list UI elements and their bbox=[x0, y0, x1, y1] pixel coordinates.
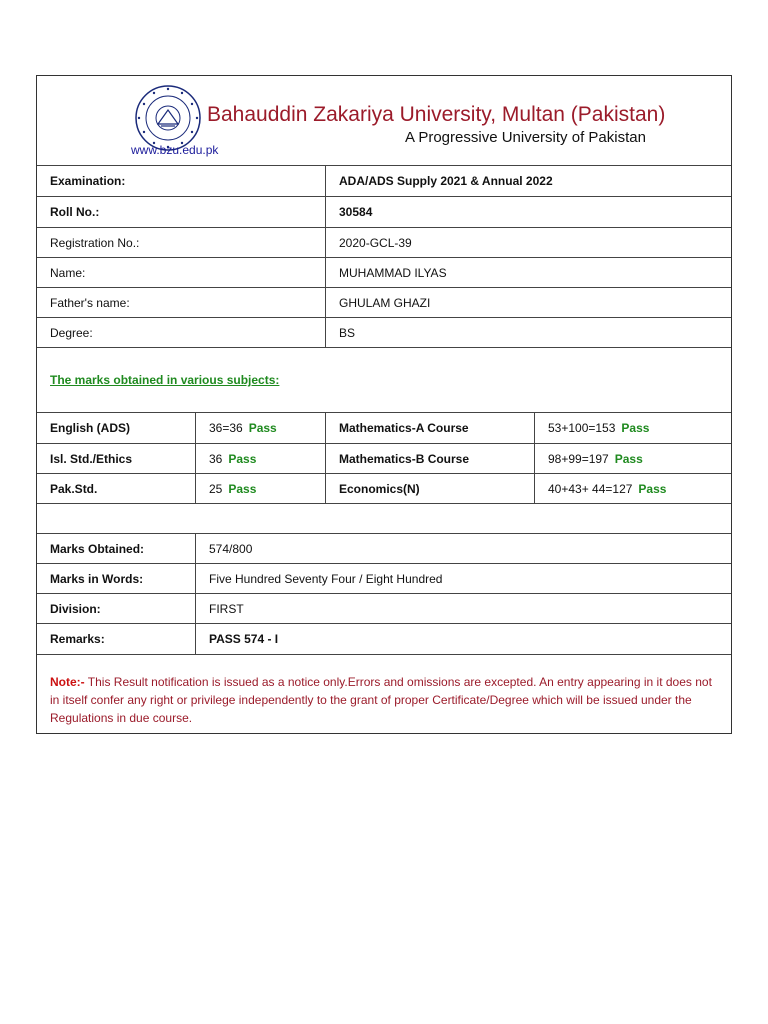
summary-label: Remarks: bbox=[50, 632, 105, 646]
subject-name: Pak.Std. bbox=[50, 481, 98, 496]
note-text: This Result notification is issued as a notice only.Errors and omissions are excepted. An entry appearing in it does not in itself confer any right or privilege independently to the grant of proper Certificate/Degree which will be issued under the Regulations in due course. bbox=[50, 675, 712, 725]
info-row-roll-no bbox=[37, 196, 731, 227]
info-row-degree bbox=[37, 317, 731, 347]
pass-status: Pass bbox=[614, 451, 643, 466]
summary-label: Division: bbox=[50, 601, 101, 616]
result-note bbox=[50, 673, 722, 727]
summary-value: 574/800 bbox=[195, 534, 731, 563]
summary-row-remarks bbox=[37, 623, 731, 654]
pass-status: Pass bbox=[248, 421, 277, 435]
note-label: Note:- bbox=[50, 675, 85, 689]
info-label: Father's name: bbox=[50, 295, 130, 310]
summary-row-marks-obtained bbox=[37, 533, 731, 563]
info-row-registration bbox=[37, 227, 731, 257]
spacer-row bbox=[37, 503, 731, 533]
pass-status: Pass bbox=[228, 451, 257, 466]
result-card bbox=[36, 75, 732, 734]
university-title: Bahauddin Zakariya University, Multan (Pakistan) bbox=[207, 103, 666, 126]
marks-heading: The marks obtained in various subjects: bbox=[50, 373, 280, 387]
pass-status: Pass bbox=[621, 421, 650, 435]
summary-row-division bbox=[37, 593, 731, 623]
info-value: 30584 bbox=[325, 197, 731, 227]
subject-marks: 40+43+ 44=127 Pass bbox=[534, 474, 731, 503]
info-value: 2020-GCL-39 bbox=[325, 228, 731, 257]
marks-heading-row bbox=[37, 347, 731, 412]
info-row-name bbox=[37, 257, 731, 287]
summary-label: Marks Obtained: bbox=[50, 541, 145, 556]
university-website: www.bzu.edu.pk bbox=[131, 143, 219, 157]
subject-name: Isl. Std./Ethics bbox=[50, 451, 133, 466]
info-row-father-name bbox=[37, 287, 731, 317]
info-label: Degree: bbox=[50, 325, 93, 340]
university-header bbox=[37, 76, 731, 166]
subject-row bbox=[37, 412, 731, 443]
info-value: ADA/ADS Supply 2021 & Annual 2022 bbox=[325, 166, 731, 196]
subject-row bbox=[37, 443, 731, 473]
summary-label: Marks in Words: bbox=[50, 571, 144, 586]
info-label: Examination: bbox=[50, 174, 126, 188]
info-label: Name: bbox=[50, 265, 86, 280]
info-label: Roll No.: bbox=[50, 205, 100, 219]
subject-marks: 25 Pass bbox=[195, 474, 325, 503]
subject-name: Economics(N) bbox=[325, 474, 534, 503]
subject-name: Mathematics-A Course bbox=[325, 413, 534, 443]
subject-marks: 36=36 Pass bbox=[195, 413, 325, 443]
info-value: MUHAMMAD ILYAS bbox=[325, 258, 731, 287]
info-value: GHULAM GHAZI bbox=[325, 288, 731, 317]
summary-value: PASS 574 - I bbox=[195, 624, 731, 654]
subject-marks: 36 Pass bbox=[195, 444, 325, 473]
pass-status: Pass bbox=[228, 481, 257, 496]
summary-row-marks-in-words bbox=[37, 563, 731, 593]
subject-marks: 98+99=197 Pass bbox=[534, 444, 731, 473]
summary-value: Five Hundred Seventy Four / Eight Hundred bbox=[195, 564, 731, 593]
info-row-examination bbox=[37, 165, 731, 196]
university-tagline: A Progressive University of Pakistan bbox=[405, 129, 646, 146]
subject-marks: 53+100=153 Pass bbox=[534, 413, 731, 443]
info-value: BS bbox=[325, 318, 731, 347]
subject-row bbox=[37, 473, 731, 503]
summary-value: FIRST bbox=[195, 594, 731, 623]
pass-status: Pass bbox=[638, 481, 667, 496]
subject-name: English (ADS) bbox=[50, 421, 130, 435]
university-seal-logo bbox=[134, 84, 202, 152]
info-label: Registration No.: bbox=[50, 235, 140, 250]
subject-name: Mathematics-B Course bbox=[325, 444, 534, 473]
